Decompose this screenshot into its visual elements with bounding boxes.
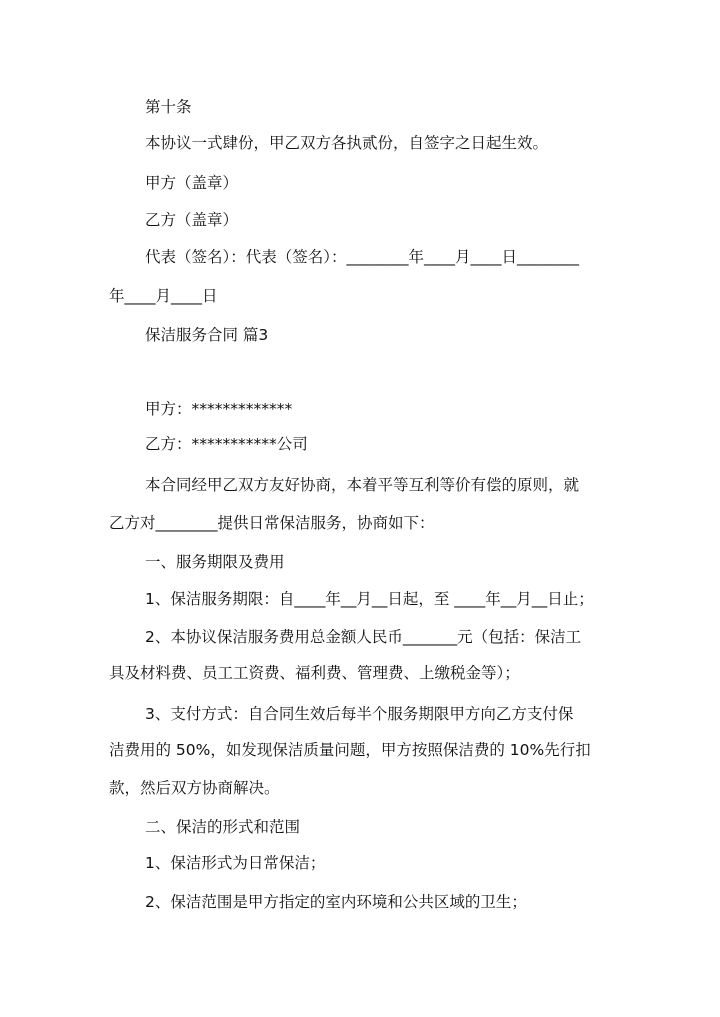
service-period-clause: 1、保洁服务期限：自____年__月__日起，至 ____年__月__日止； — [145, 590, 594, 608]
article-ten-heading: 第十条 — [145, 98, 192, 116]
cleaning-scope-clause: 2、保洁范围是甲方指定的室内环境和公共区域的卫生； — [145, 893, 527, 911]
copies-clause: 本协议一式肆份，甲乙双方各执贰份，自签字之日起生效。 — [145, 134, 549, 152]
preamble-line-1: 本合同经甲乙双方友好协商，本着平等互利等价有偿的原则，就 — [145, 476, 580, 494]
cleaning-form-clause: 1、保洁形式为日常保洁； — [145, 854, 326, 872]
service-fee-clause-line-1: 2、本协议保洁服务费用总金额人民币_______元（包括：保洁工 — [145, 628, 582, 646]
date-line: 年____月____日 — [109, 287, 218, 305]
preamble-line-2: 乙方对________提供日常保洁服务，协商如下： — [109, 514, 435, 532]
party-b-seal: 乙方（盖章） — [145, 211, 239, 229]
service-fee-clause-line-2: 具及材料费、员工工资费、福利费、管理费、上缴税金等）； — [109, 664, 520, 682]
section-two-heading: 二、保洁的形式和范围 — [145, 818, 301, 836]
representative-signature-line: 代表（签名）：代表（签名）：________年____月____日________ — [145, 248, 580, 266]
party-a-name: 甲方：************* — [145, 400, 293, 418]
party-b-name: 乙方：***********公司 — [145, 435, 308, 453]
section-one-heading: 一、服务期限及费用 — [145, 553, 285, 571]
payment-clause-line-3: 款，然后双方协商解决。 — [109, 779, 280, 797]
payment-clause-line-2: 洁费用的 50%，如发现保洁质量问题，甲方按照保洁费的 10%先行扣 — [109, 741, 591, 759]
party-a-seal: 甲方（盖章） — [145, 174, 239, 192]
payment-clause-line-1: 3、支付方式：自合同生效后每半个服务期限甲方向乙方支付保 — [145, 705, 574, 723]
contract-section-title: 保洁服务合同 篇3 — [145, 326, 269, 344]
